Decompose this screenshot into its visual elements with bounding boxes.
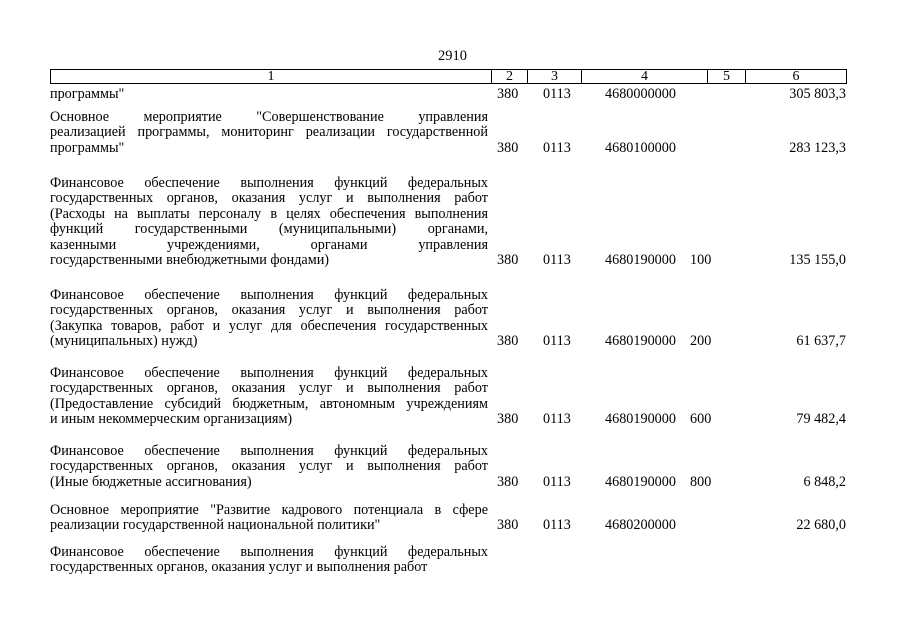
code-target-article: 4680100000 [605,139,676,156]
header-col-3: 3 [527,70,581,83]
description-line: Основное мероприятие "Совершенствование управления [50,109,488,125]
description-line: реализацией программы, мониторинг реализации государственной [50,124,488,141]
description-line: Финансовое обеспечение выполнения функций федеральных [50,544,488,560]
table-row [50,503,847,534]
code-subsection: 0113 [543,333,571,350]
description-line: (Иные бюджетные ассигнования) [50,473,252,490]
row-description [50,288,488,350]
code-section: 380 [497,473,519,490]
table-header [50,69,847,84]
table-row [50,366,847,428]
description-line: функций государственными (муниципальными) органами, [50,221,488,238]
amount: 283 123,3 [789,139,846,156]
table-row [50,176,847,268]
code-section: 380 [497,139,519,156]
code-section: 380 [497,85,519,102]
amount: 6 848,2 [803,473,846,490]
header-col-2: 2 [491,70,527,83]
header-col-4: 4 [581,70,707,83]
code-subsection: 0113 [543,251,571,268]
amount: 61 637,7 [796,333,846,350]
description-line: казенными учреждениями, органами управления [50,236,488,253]
code-subsection: 0113 [543,517,571,534]
code-subsection: 0113 [543,85,571,102]
code-section: 380 [497,517,519,534]
row-description [50,176,488,268]
table-row [50,545,847,576]
code-expense-type: 800 [690,473,712,490]
description-line: программы" [50,139,125,156]
amount: 22 680,0 [796,517,846,534]
code-subsection: 0113 [543,411,571,428]
description-line: государственных органов, оказания услуг и выполнения работ [50,559,428,576]
description-line: Основное мероприятие "Развитие кадрового потенциала в сфере [50,502,488,518]
table-row [50,288,847,350]
code-subsection: 0113 [543,473,571,490]
description-line: реализации государственной национальной политики" [50,517,381,534]
amount: 79 482,4 [796,411,846,428]
code-subsection: 0113 [543,139,571,156]
page-number: 2910 [438,48,467,64]
row-description [50,545,488,576]
table-row [50,87,847,102]
code-target-article: 4680190000 [605,251,676,268]
description-line: (Предоставление субсидий бюджетным, автономным учреждениям [50,395,488,412]
description-line: Финансовое обеспечение выполнения функций федеральных [50,175,488,191]
description-line: государственных органов, оказания услуг и выполнения работ [50,190,488,207]
description-line: (муниципальных) нужд) [50,333,198,350]
header-col-6: 6 [745,70,846,83]
code-target-article: 4680190000 [605,473,676,490]
description-line: (Закупка товаров, работ и услуг для обеспечения государственных [50,317,488,334]
code-target-article: 4680000000 [605,85,676,102]
description-line: государственными внебюджетными фондами) [50,252,330,269]
code-target-article: 4680200000 [605,517,676,534]
code-expense-type: 200 [690,333,712,350]
code-target-article: 4680190000 [605,333,676,350]
description-line: программы" [50,86,125,102]
header-col-1: 1 [267,69,275,84]
code-section: 380 [497,411,519,428]
description-line: государственных органов, оказания услуг и выполнения работ [50,380,488,397]
code-expense-type: 100 [690,251,712,268]
code-section: 380 [497,333,519,350]
row-description [50,503,488,534]
code-target-article: 4680190000 [605,411,676,428]
row-description [50,444,488,490]
description-line: (Расходы на выплаты персоналу в целях обеспечения выполнения [50,205,488,222]
description-line: Финансовое обеспечение выполнения функций федеральных [50,443,488,459]
description-line: Финансовое обеспечение выполнения функций федеральных [50,287,488,303]
code-expense-type: 600 [690,411,712,428]
table-row [50,444,847,490]
row-description [50,87,488,102]
header-col-5: 5 [707,70,745,83]
code-section: 380 [497,251,519,268]
amount: 135 155,0 [789,251,846,268]
description-line: государственных органов, оказания услуг и выполнения работ [50,458,488,475]
description-line: Финансовое обеспечение выполнения функций федеральных [50,365,488,381]
row-description [50,110,488,156]
description-line: и иным некоммерческим организациям) [50,411,293,428]
description-line: государственных органов, оказания услуг и выполнения работ [50,302,488,319]
row-description [50,366,488,428]
amount: 305 803,3 [789,85,846,102]
table-row [50,110,847,156]
